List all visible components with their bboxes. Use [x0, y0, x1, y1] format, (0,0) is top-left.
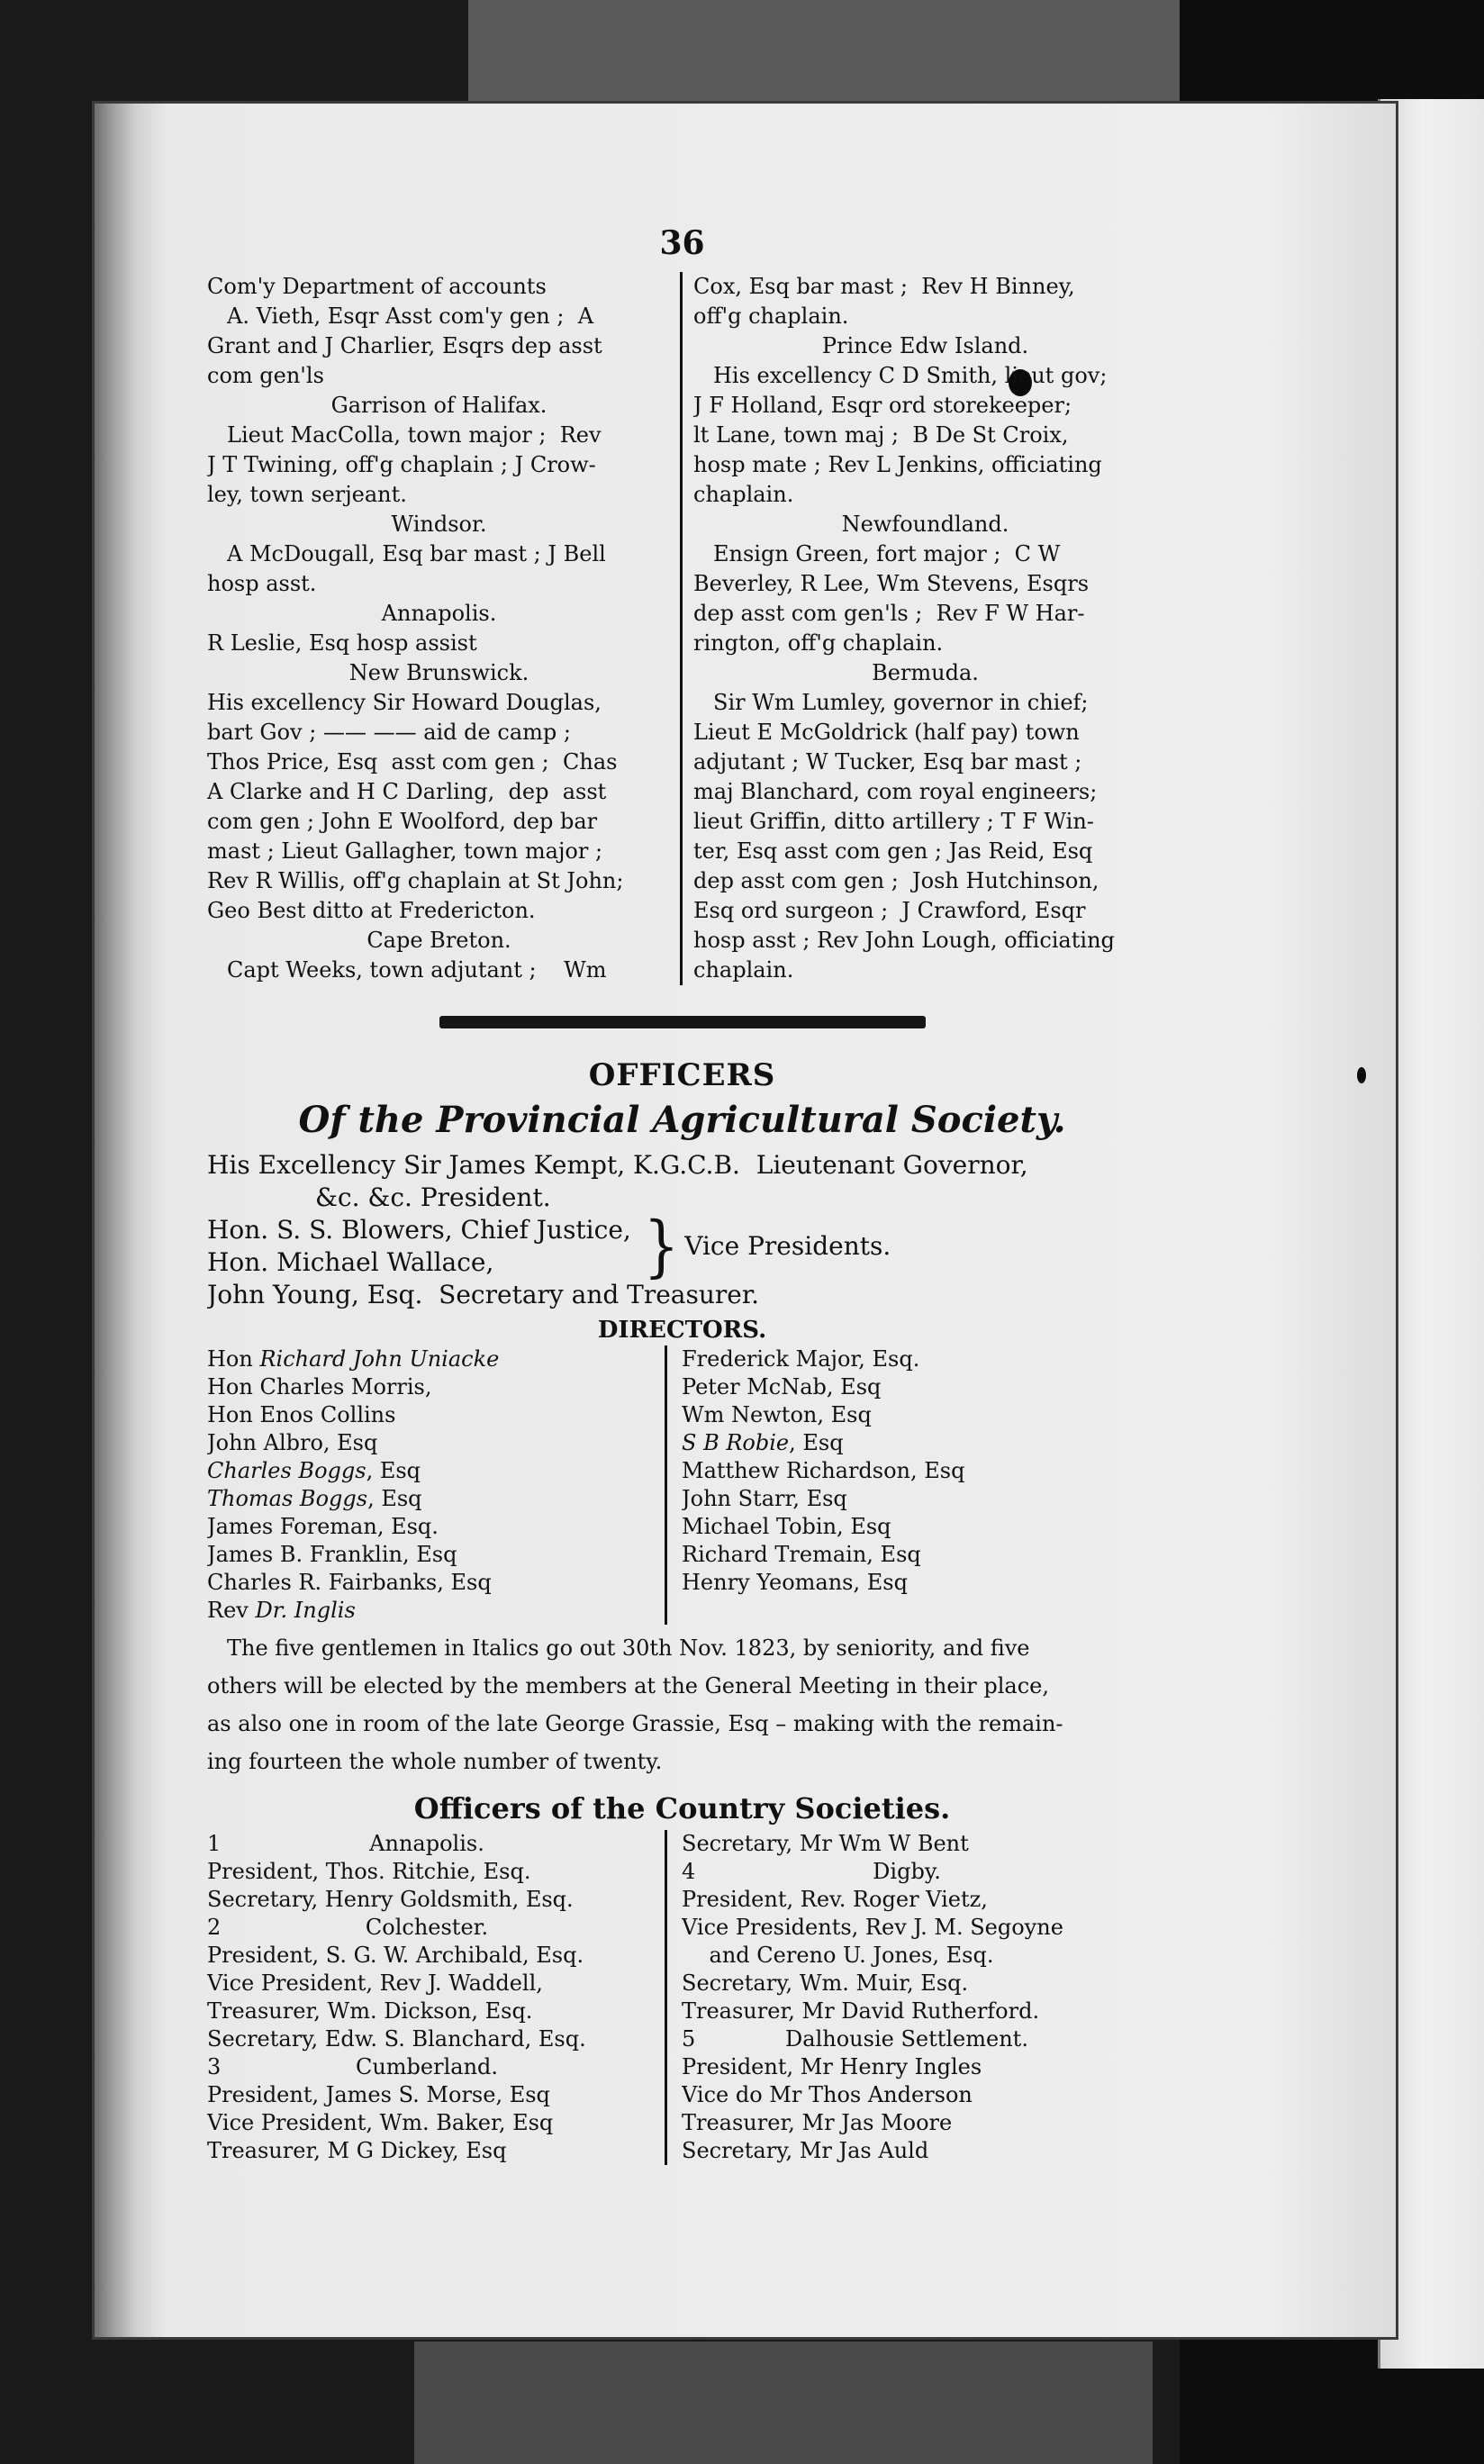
- background-bottom: [414, 2342, 1153, 2464]
- society-officer: and Cereno U. Jones, Esq.: [682, 1943, 994, 1968]
- vice-presidents: [207, 1206, 1157, 1286]
- director-name: Henry Yeomans, Esq: [682, 1570, 908, 1595]
- society-officer: Secretary, Edw. S. Blanchard, Esq.: [207, 2026, 586, 2052]
- director-name: James Foreman, Esq.: [207, 1514, 439, 1539]
- text-line: Cox, Esq bar mast ; Rev H Binney,: [693, 274, 1075, 299]
- society-place: Dalhousie Settlement.: [785, 2026, 1028, 2052]
- text-line: hosp asst ; Rev John Lough, officiating: [693, 928, 1115, 953]
- director-name: Hon Enos Collins: [207, 1402, 396, 1427]
- society-heading-row: [207, 1830, 665, 1858]
- society-officer: President, Rev. Roger Vietz,: [682, 1887, 988, 1912]
- top-right-column: [683, 272, 1157, 985]
- vice-president-names: [207, 1214, 631, 1279]
- society-heading-row: [682, 2025, 1150, 2053]
- director-name: Hon Richard John Uniacke: [207, 1346, 500, 1372]
- society-officer: President, S. G. W. Archibald, Esq.: [207, 1943, 584, 1968]
- top-section: [207, 272, 1157, 985]
- society-officer: President, Thos. Ritchie, Esq.: [207, 1859, 531, 1884]
- society-officer: Secretary, Wm. Muir, Esq.: [682, 1970, 969, 1996]
- section-heading: Bermuda.: [872, 660, 979, 685]
- section-heading: Cape Breton.: [366, 928, 511, 953]
- text-line: off'g chaplain.: [693, 303, 849, 329]
- director-name: Charles Boggs, Esq: [207, 1458, 421, 1483]
- society-heading-row: [207, 2053, 665, 2081]
- society-officer: Vice President, Rev J. Waddell,: [207, 1970, 543, 1996]
- section-heading: Garrison of Halifax.: [330, 393, 547, 418]
- society-number: 1: [207, 1831, 222, 1856]
- secretary-line: John Young, Esq. Secretary and Treasurer.: [207, 1280, 760, 1309]
- text-line: ley, town serjeant.: [207, 482, 407, 507]
- vice-president-name: Hon. Michael Wallace,: [207, 1247, 494, 1277]
- director-name: Thomas Boggs, Esq: [207, 1486, 422, 1511]
- society-place: Annapolis.: [369, 1831, 484, 1856]
- society-officer: Secretary, Mr Jas Auld: [682, 2138, 929, 2163]
- page-content: [207, 225, 1157, 2165]
- vice-president-name: Hon. S. S. Blowers, Chief Justice,: [207, 1215, 631, 1245]
- director-name: Michael Tobin, Esq: [682, 1514, 891, 1539]
- society-officer: President, Mr Henry Ingles: [682, 2054, 982, 2079]
- text-line: Capt Weeks, town adjutant ; Wm: [227, 957, 607, 983]
- societies-left-column: [207, 1830, 667, 2165]
- text-line: Esq ord surgeon ; J Crawford, Esqr: [693, 898, 1086, 923]
- society-officer: Treasurer, M G Dickey, Esq: [207, 2138, 507, 2163]
- text-line: com gen'ls: [207, 363, 324, 388]
- society-officer: Vice President, Wm. Baker, Esq: [207, 2110, 554, 2135]
- director-name: Peter McNab, Esq: [682, 1374, 882, 1400]
- president-line-1: His Excellency Sir James Kempt, K.G.C.B. Lieutenant Governor,: [207, 1150, 1028, 1180]
- italic-name: S B Robie: [682, 1430, 790, 1455]
- director-name: John Starr, Esq: [682, 1486, 847, 1511]
- background-top: [468, 0, 1180, 108]
- note-line: ing fourteen the whole number of twenty.: [207, 1749, 663, 1774]
- society-heading-row: [682, 1858, 1150, 1886]
- directors-right-column: [667, 1345, 1150, 1625]
- section-heading: New Brunswick.: [348, 660, 529, 685]
- director-name: James B. Franklin, Esq: [207, 1542, 457, 1567]
- director-name: John Albro, Esq: [207, 1430, 378, 1455]
- text-line: Thos Price, Esq asst com gen ; Chas: [207, 749, 618, 775]
- text-line: com gen ; John E Woolford, dep bar: [207, 809, 598, 834]
- director-name: Matthew Richardson, Esq: [682, 1458, 965, 1483]
- text-line: A McDougall, Esq bar mast ; J Bell: [227, 541, 606, 566]
- top-left-column: [207, 272, 683, 985]
- society-number: 5: [682, 2026, 696, 2052]
- text-line: maj Blanchard, com royal engineers;: [693, 779, 1098, 804]
- society-place: Digby.: [873, 1859, 941, 1884]
- country-societies-heading: Officers of the Country Societies.: [413, 1791, 951, 1825]
- text-line: R Leslie, Esq hosp assist: [207, 630, 477, 656]
- section-heading: Windsor.: [391, 512, 487, 537]
- text-line: Sir Wm Lumley, governor in chief;: [713, 690, 1089, 715]
- vice-presidents-label: Vice Presidents.: [684, 1231, 891, 1261]
- text-line: lt Lane, town maj ; B De St Croix,: [693, 422, 1069, 448]
- society-officer: Treasurer, Mr David Rutherford.: [682, 1998, 1040, 2024]
- text-line: Lieut MacColla, town major ; Rev: [227, 422, 602, 448]
- country-societies-list: [207, 1830, 1157, 2165]
- director-name: Hon Charles Morris,: [207, 1374, 432, 1400]
- section-heading: Prince Edw Island.: [821, 333, 1029, 358]
- italic-name: Thomas Boggs: [207, 1486, 368, 1511]
- society-officer: President, James S. Morse, Esq: [207, 2082, 550, 2107]
- directors-heading: DIRECTORS.: [597, 1317, 767, 1344]
- directors-note: [207, 1634, 1157, 1776]
- italic-name: Richard John Uniacke: [259, 1346, 500, 1372]
- text-line: adjutant ; W Tucker, Esq bar mast ;: [693, 749, 1082, 775]
- text-line: A. Vieth, Esqr Asst com'y gen ; A: [227, 303, 594, 329]
- director-name: Rev Dr. Inglis: [207, 1598, 356, 1623]
- italic-name: Dr. Inglis: [255, 1598, 356, 1623]
- text-line: lieut Griffin, ditto artillery ; T F Win-: [693, 809, 1094, 834]
- italic-name: Charles Boggs: [207, 1458, 366, 1483]
- director-name: Wm Newton, Esq: [682, 1402, 872, 1427]
- directors-list: [207, 1345, 1157, 1625]
- text-line: Grant and J Charlier, Esqrs dep asst: [207, 333, 602, 358]
- text-line: bart Gov ; —— —— aid de camp ;: [207, 720, 571, 745]
- text-line: Lieut E McGoldrick (half pay) town: [693, 720, 1080, 745]
- director-name: Frederick Major, Esq.: [682, 1346, 920, 1372]
- director-name: Richard Tremain, Esq: [682, 1542, 921, 1567]
- society-number: 4: [682, 1859, 696, 1884]
- text-line: hosp mate ; Rev L Jenkins, officiating: [693, 452, 1102, 477]
- director-name: Charles R. Fairbanks, Esq: [207, 1570, 492, 1595]
- text-line: hosp asst.: [207, 571, 317, 596]
- society-number: 2: [207, 1915, 222, 1940]
- society-officer: Treasurer, Wm. Dickson, Esq.: [207, 1998, 533, 2024]
- brace-glyph: }: [643, 1206, 680, 1286]
- text-line: chaplain.: [693, 957, 794, 983]
- ink-blot: [1357, 1067, 1366, 1083]
- text-line: J F Holland, Esqr ord storekeeper;: [693, 393, 1072, 418]
- text-line: dep asst com gen ; Josh Hutchinson,: [693, 868, 1099, 893]
- note-line: others will be elected by the members at the General Meeting in their place,: [207, 1673, 1049, 1699]
- text-line: A Clarke and H C Darling, dep asst: [207, 779, 607, 804]
- president-line-2: &c. &c. President.: [315, 1182, 551, 1212]
- society-heading-row: [207, 1914, 665, 1942]
- society-officer: Vice Presidents, Rev J. M. Segoyne: [682, 1915, 1063, 1940]
- society-number: 3: [207, 2054, 222, 2079]
- section-divider: [439, 1016, 926, 1028]
- text-line: ter, Esq asst com gen ; Jas Reid, Esq: [693, 838, 1093, 864]
- section-heading: Newfoundland.: [841, 512, 1009, 537]
- society-place: Cumberland.: [355, 2054, 499, 2079]
- societies-right-column: [667, 1830, 1150, 2165]
- text-line: dep asst com gen'ls ; Rev F W Har-: [693, 601, 1085, 626]
- society-place: Colchester.: [365, 1915, 489, 1940]
- society-officer: Secretary, Mr Wm W Bent: [682, 1831, 969, 1856]
- society-officer: Treasurer, Mr Jas Moore: [682, 2110, 953, 2135]
- note-line: as also one in room of the late George Grassie, Esq – making with the remain-: [207, 1711, 1063, 1736]
- officers-subheading: Of the Provincial Agricultural Society.: [298, 1099, 1066, 1141]
- text-line: His excellency C D Smith, lieut gov;: [713, 363, 1108, 388]
- text-line: Geo Best ditto at Fredericton.: [207, 898, 536, 923]
- text-line: J T Twining, off'g chaplain ; J Crow-: [207, 452, 596, 477]
- society-officer: Secretary, Henry Goldsmith, Esq.: [207, 1887, 574, 1912]
- text-line: chaplain.: [693, 482, 794, 507]
- page-number: 36: [659, 224, 705, 262]
- section-heading: Annapolis.: [381, 601, 497, 626]
- note-line: The five gentlemen in Italics go out 30th Nov. 1823, by seniority, and five: [227, 1635, 1030, 1661]
- officers-heading: OFFICERS: [588, 1057, 776, 1093]
- society-officer: Vice do Mr Thos Anderson: [682, 2082, 973, 2107]
- text-line: mast ; Lieut Gallagher, town major ;: [207, 838, 603, 864]
- text-line: Ensign Green, fort major ; C W: [713, 541, 1061, 566]
- directors-left-column: [207, 1345, 667, 1625]
- text-line: His excellency Sir Howard Douglas,: [207, 690, 602, 715]
- director-name: S B Robie, Esq: [682, 1430, 844, 1455]
- text-line: Rev R Willis, off'g chaplain at St John;: [207, 868, 624, 893]
- text-line: rington, off'g chaplain.: [693, 630, 944, 656]
- text-line: Com'y Department of accounts: [207, 274, 547, 299]
- text-line: Beverley, R Lee, Wm Stevens, Esqrs: [693, 571, 1090, 596]
